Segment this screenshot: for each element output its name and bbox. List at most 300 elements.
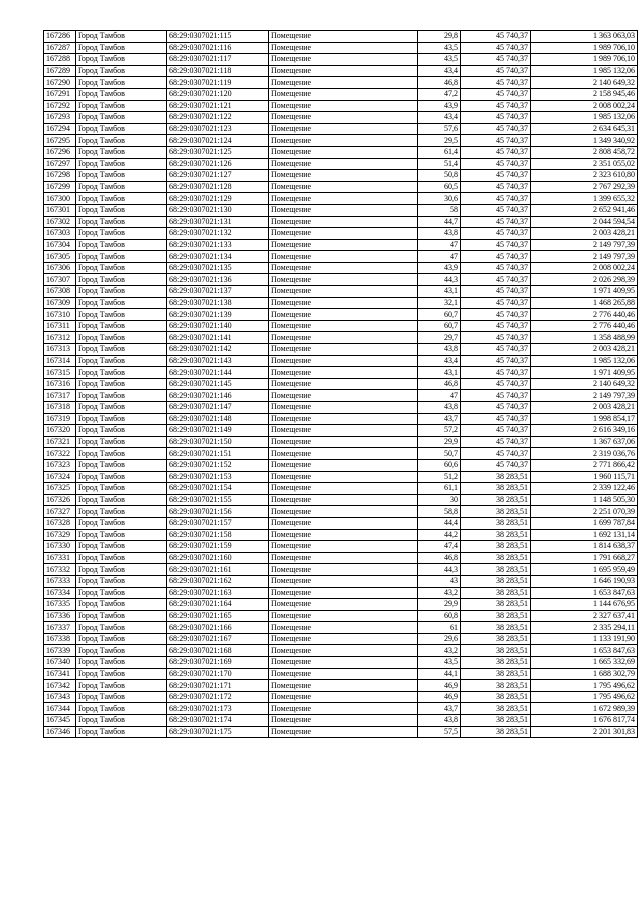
cadastral-value-cell: 1 791 668,27 — [531, 552, 638, 564]
cadastral-value-cell: 1 795 496,62 — [531, 691, 638, 703]
cadastral-value-cell: 2 003 428,21 — [531, 228, 638, 240]
area-cell: 46,8 — [418, 552, 461, 564]
cadastral-number-cell: 68:29:0307021:159 — [167, 541, 269, 553]
property-type-cell: Помещение — [269, 135, 418, 147]
record-id-cell: 167341 — [44, 668, 76, 680]
cadastral-value-cell: 1 699 787,84 — [531, 517, 638, 529]
record-id-cell: 167295 — [44, 135, 76, 147]
price-per-unit-cell: 45 740,37 — [461, 320, 531, 332]
price-per-unit-cell: 45 740,37 — [461, 123, 531, 135]
city-cell: Город Тамбов — [76, 541, 167, 553]
table-row — [44, 622, 638, 634]
record-id-cell: 167288 — [44, 54, 76, 66]
price-per-unit-cell: 38 283,51 — [461, 645, 531, 657]
cadastral-value-cell: 1 144 676,95 — [531, 599, 638, 611]
table-row — [44, 216, 638, 228]
record-id-cell: 167331 — [44, 552, 76, 564]
cadastral-value-cell: 2 003 428,21 — [531, 344, 638, 356]
cadastral-value-cell: 1 653 847,63 — [531, 645, 638, 657]
city-cell: Город Тамбов — [76, 286, 167, 298]
table-row — [44, 575, 638, 587]
cadastral-value-cell: 2 251 070,39 — [531, 506, 638, 518]
area-cell: 43,7 — [418, 703, 461, 715]
city-cell: Город Тамбов — [76, 413, 167, 425]
property-type-cell: Помещение — [269, 703, 418, 715]
area-cell: 57,6 — [418, 123, 461, 135]
area-cell: 43,4 — [418, 112, 461, 124]
cadastral-value-cell: 2 008 002,24 — [531, 100, 638, 112]
record-id-cell: 167320 — [44, 425, 76, 437]
city-cell: Город Тамбов — [76, 726, 167, 738]
cadastral-number-cell: 68:29:0307021:164 — [167, 599, 269, 611]
cadastral-value-cell: 2 339 122,46 — [531, 483, 638, 495]
cadastral-value-cell: 2 776 440,46 — [531, 309, 638, 321]
price-per-unit-cell: 38 283,51 — [461, 680, 531, 692]
price-per-unit-cell: 45 740,37 — [461, 193, 531, 205]
table-row — [44, 425, 638, 437]
table-row — [44, 483, 638, 495]
price-per-unit-cell: 45 740,37 — [461, 413, 531, 425]
cadastral-number-cell: 68:29:0307021:169 — [167, 657, 269, 669]
price-per-unit-cell: 45 740,37 — [461, 436, 531, 448]
property-type-cell: Помещение — [269, 715, 418, 727]
record-id-cell: 167305 — [44, 251, 76, 263]
cadastral-value-cell: 1 148 505,30 — [531, 494, 638, 506]
record-id-cell: 167325 — [44, 483, 76, 495]
city-cell: Город Тамбов — [76, 390, 167, 402]
price-per-unit-cell: 45 740,37 — [461, 181, 531, 193]
city-cell: Город Тамбов — [76, 599, 167, 611]
area-cell: 43,1 — [418, 286, 461, 298]
table-row — [44, 390, 638, 402]
cadastral-number-cell: 68:29:0307021:117 — [167, 54, 269, 66]
property-type-cell: Помещение — [269, 181, 418, 193]
property-type-cell: Помещение — [269, 239, 418, 251]
property-type-cell: Помещение — [269, 552, 418, 564]
property-type-cell: Помещение — [269, 517, 418, 529]
cadastral-number-cell: 68:29:0307021:168 — [167, 645, 269, 657]
record-id-cell: 167318 — [44, 402, 76, 414]
area-cell: 46,8 — [418, 77, 461, 89]
table-row — [44, 355, 638, 367]
cadastral-value-cell: 1 133 191,90 — [531, 633, 638, 645]
table-row — [44, 297, 638, 309]
cadastral-number-cell: 68:29:0307021:160 — [167, 552, 269, 564]
price-per-unit-cell: 38 283,51 — [461, 529, 531, 541]
cadastral-number-cell: 68:29:0307021:134 — [167, 251, 269, 263]
property-type-cell: Помещение — [269, 228, 418, 240]
record-id-cell: 167286 — [44, 31, 76, 43]
table-row — [44, 309, 638, 321]
table-row — [44, 239, 638, 251]
table-row — [44, 332, 638, 344]
city-cell: Город Тамбов — [76, 216, 167, 228]
city-cell: Город Тамбов — [76, 552, 167, 564]
property-type-cell: Помещение — [269, 459, 418, 471]
price-per-unit-cell: 38 283,51 — [461, 691, 531, 703]
cadastral-number-cell: 68:29:0307021:126 — [167, 158, 269, 170]
price-per-unit-cell: 38 283,51 — [461, 564, 531, 576]
cadastral-value-cell: 1 692 131,14 — [531, 529, 638, 541]
area-cell: 61 — [418, 622, 461, 634]
record-id-cell: 167330 — [44, 541, 76, 553]
table-row — [44, 633, 638, 645]
cadastral-number-cell: 68:29:0307021:148 — [167, 413, 269, 425]
price-per-unit-cell: 45 740,37 — [461, 344, 531, 356]
record-id-cell: 167296 — [44, 146, 76, 158]
area-cell: 29,5 — [418, 135, 461, 147]
cadastral-value-cell: 2 008 002,24 — [531, 262, 638, 274]
area-cell: 29,6 — [418, 633, 461, 645]
price-per-unit-cell: 45 740,37 — [461, 65, 531, 77]
price-per-unit-cell: 38 283,51 — [461, 517, 531, 529]
price-per-unit-cell: 45 740,37 — [461, 286, 531, 298]
city-cell: Город Тамбов — [76, 297, 167, 309]
price-per-unit-cell: 45 740,37 — [461, 146, 531, 158]
city-cell: Город Тамбов — [76, 181, 167, 193]
table-row — [44, 31, 638, 43]
table-row — [44, 564, 638, 576]
property-type-cell: Помещение — [269, 65, 418, 77]
city-cell: Город Тамбов — [76, 715, 167, 727]
cadastral-value-cell: 1 985 132,06 — [531, 65, 638, 77]
cadastral-value-cell: 1 358 488,99 — [531, 332, 638, 344]
property-type-cell: Помещение — [269, 54, 418, 66]
cadastral-number-cell: 68:29:0307021:147 — [167, 402, 269, 414]
area-cell: 29,9 — [418, 436, 461, 448]
property-type-cell: Помещение — [269, 448, 418, 460]
city-cell: Город Тамбов — [76, 657, 167, 669]
record-id-cell: 167302 — [44, 216, 76, 228]
table-row — [44, 378, 638, 390]
cadastral-value-cell: 1 653 847,63 — [531, 587, 638, 599]
area-cell: 44,3 — [418, 564, 461, 576]
price-per-unit-cell: 45 740,37 — [461, 100, 531, 112]
city-cell: Город Тамбов — [76, 378, 167, 390]
area-cell: 29,8 — [418, 31, 461, 43]
cadastral-number-cell: 68:29:0307021:162 — [167, 575, 269, 587]
property-type-cell: Помещение — [269, 355, 418, 367]
cadastral-value-cell: 2 767 292,39 — [531, 181, 638, 193]
city-cell: Город Тамбов — [76, 100, 167, 112]
cadastral-value-cell: 1 814 638,37 — [531, 541, 638, 553]
price-per-unit-cell: 45 740,37 — [461, 448, 531, 460]
city-cell: Город Тамбов — [76, 193, 167, 205]
area-cell: 60,7 — [418, 309, 461, 321]
cadastral-value-cell: 2 808 458,72 — [531, 146, 638, 158]
property-type-cell: Помещение — [269, 216, 418, 228]
table-row — [44, 367, 638, 379]
property-type-cell: Помещение — [269, 112, 418, 124]
price-per-unit-cell: 45 740,37 — [461, 262, 531, 274]
city-cell: Город Тамбов — [76, 633, 167, 645]
price-per-unit-cell: 38 283,51 — [461, 703, 531, 715]
property-type-cell: Помещение — [269, 262, 418, 274]
property-type-cell: Помещение — [269, 599, 418, 611]
table-row — [44, 471, 638, 483]
area-cell: 51,4 — [418, 158, 461, 170]
table-row — [44, 320, 638, 332]
table-row — [44, 193, 638, 205]
property-type-cell: Помещение — [269, 680, 418, 692]
area-cell: 47,2 — [418, 88, 461, 100]
area-cell: 29,7 — [418, 332, 461, 344]
table-row — [44, 715, 638, 727]
cadastral-number-cell: 68:29:0307021:122 — [167, 112, 269, 124]
cadastral-number-cell: 68:29:0307021:142 — [167, 344, 269, 356]
area-cell: 47 — [418, 390, 461, 402]
record-id-cell: 167310 — [44, 309, 76, 321]
area-cell: 50,7 — [418, 448, 461, 460]
cadastral-number-cell: 68:29:0307021:129 — [167, 193, 269, 205]
city-cell: Город Тамбов — [76, 622, 167, 634]
cadastral-value-cell: 2 201 301,83 — [531, 726, 638, 738]
city-cell: Город Тамбов — [76, 332, 167, 344]
cadastral-value-cell: 2 140 649,32 — [531, 378, 638, 390]
cadastral-value-cell: 1 349 340,92 — [531, 135, 638, 147]
property-type-cell: Помещение — [269, 622, 418, 634]
area-cell: 61,4 — [418, 146, 461, 158]
record-id-cell: 167340 — [44, 657, 76, 669]
price-per-unit-cell: 45 740,37 — [461, 135, 531, 147]
area-cell: 43,2 — [418, 587, 461, 599]
cadastral-number-cell: 68:29:0307021:119 — [167, 77, 269, 89]
price-per-unit-cell: 38 283,51 — [461, 610, 531, 622]
property-type-cell: Помещение — [269, 575, 418, 587]
cadastral-number-cell: 68:29:0307021:144 — [167, 367, 269, 379]
area-cell: 43,8 — [418, 228, 461, 240]
cadastral-number-cell: 68:29:0307021:138 — [167, 297, 269, 309]
price-per-unit-cell: 45 740,37 — [461, 367, 531, 379]
cadastral-number-cell: 68:29:0307021:121 — [167, 100, 269, 112]
table-row — [44, 459, 638, 471]
table-row — [44, 146, 638, 158]
property-type-cell: Помещение — [269, 31, 418, 43]
table-row — [44, 42, 638, 54]
price-per-unit-cell: 38 283,51 — [461, 657, 531, 669]
area-cell: 30 — [418, 494, 461, 506]
area-cell: 43,2 — [418, 645, 461, 657]
property-type-cell: Помещение — [269, 367, 418, 379]
city-cell: Город Тамбов — [76, 529, 167, 541]
cadastral-value-cell: 1 989 706,10 — [531, 42, 638, 54]
cadastral-value-cell: 2 327 637,41 — [531, 610, 638, 622]
cadastral-number-cell: 68:29:0307021:151 — [167, 448, 269, 460]
record-id-cell: 167313 — [44, 344, 76, 356]
city-cell: Город Тамбов — [76, 344, 167, 356]
property-type-cell: Помещение — [269, 483, 418, 495]
table-row — [44, 228, 638, 240]
price-per-unit-cell: 45 740,37 — [461, 88, 531, 100]
cadastral-value-cell: 2 634 645,31 — [531, 123, 638, 135]
record-id-cell: 167299 — [44, 181, 76, 193]
table-row — [44, 204, 638, 216]
cadastral-value-cell: 2 335 294,11 — [531, 622, 638, 634]
cadastral-number-cell: 68:29:0307021:157 — [167, 517, 269, 529]
property-type-cell: Помещение — [269, 274, 418, 286]
property-type-cell: Помещение — [269, 77, 418, 89]
property-type-cell: Помещение — [269, 251, 418, 263]
price-per-unit-cell: 45 740,37 — [461, 378, 531, 390]
cadastral-value-cell: 1 676 817,74 — [531, 715, 638, 727]
property-type-cell: Помещение — [269, 344, 418, 356]
city-cell: Город Тамбов — [76, 517, 167, 529]
area-cell: 43,9 — [418, 262, 461, 274]
cadastral-number-cell: 68:29:0307021:174 — [167, 715, 269, 727]
city-cell: Город Тамбов — [76, 274, 167, 286]
cadastral-number-cell: 68:29:0307021:136 — [167, 274, 269, 286]
cadastral-number-cell: 68:29:0307021:161 — [167, 564, 269, 576]
price-per-unit-cell: 45 740,37 — [461, 228, 531, 240]
cadastral-value-cell: 2 149 797,39 — [531, 239, 638, 251]
property-type-cell: Помещение — [269, 88, 418, 100]
price-per-unit-cell: 45 740,37 — [461, 54, 531, 66]
cadastral-value-cell: 1 367 637,06 — [531, 436, 638, 448]
property-table-body — [44, 31, 638, 738]
cadastral-value-cell: 1 399 655,32 — [531, 193, 638, 205]
city-cell: Город Тамбов — [76, 228, 167, 240]
area-cell: 61,1 — [418, 483, 461, 495]
table-row — [44, 251, 638, 263]
property-type-cell: Помещение — [269, 668, 418, 680]
property-type-cell: Помещение — [269, 123, 418, 135]
price-per-unit-cell: 45 740,37 — [461, 355, 531, 367]
price-per-unit-cell: 45 740,37 — [461, 390, 531, 402]
table-row — [44, 181, 638, 193]
price-per-unit-cell: 45 740,37 — [461, 31, 531, 43]
area-cell: 47,4 — [418, 541, 461, 553]
property-type-cell: Помещение — [269, 378, 418, 390]
property-type-cell: Помещение — [269, 402, 418, 414]
cadastral-value-cell: 2 351 055,02 — [531, 158, 638, 170]
area-cell: 43,7 — [418, 413, 461, 425]
area-cell: 60,8 — [418, 610, 461, 622]
property-type-cell: Помещение — [269, 170, 418, 182]
area-cell: 46,9 — [418, 691, 461, 703]
table-row — [44, 645, 638, 657]
area-cell: 43,5 — [418, 657, 461, 669]
price-per-unit-cell: 38 283,51 — [461, 494, 531, 506]
table-row — [44, 54, 638, 66]
price-per-unit-cell: 38 283,51 — [461, 575, 531, 587]
cadastral-value-cell: 1 468 265,88 — [531, 297, 638, 309]
property-type-cell: Помещение — [269, 541, 418, 553]
city-cell: Город Тамбов — [76, 112, 167, 124]
cadastral-value-cell: 2 149 797,39 — [531, 390, 638, 402]
cadastral-number-cell: 68:29:0307021:166 — [167, 622, 269, 634]
cadastral-number-cell: 68:29:0307021:145 — [167, 378, 269, 390]
record-id-cell: 167336 — [44, 610, 76, 622]
area-cell: 43,1 — [418, 367, 461, 379]
table-row — [44, 274, 638, 286]
price-per-unit-cell: 45 740,37 — [461, 251, 531, 263]
city-cell: Город Тамбов — [76, 506, 167, 518]
record-id-cell: 167301 — [44, 204, 76, 216]
price-per-unit-cell: 45 740,37 — [461, 112, 531, 124]
record-id-cell: 167291 — [44, 88, 76, 100]
area-cell: 43,8 — [418, 715, 461, 727]
area-cell: 60,5 — [418, 181, 461, 193]
city-cell: Город Тамбов — [76, 355, 167, 367]
property-type-cell: Помещение — [269, 297, 418, 309]
cadastral-value-cell: 1 672 989,39 — [531, 703, 638, 715]
cadastral-number-cell: 68:29:0307021:173 — [167, 703, 269, 715]
cadastral-number-cell: 68:29:0307021:135 — [167, 262, 269, 274]
price-per-unit-cell: 38 283,51 — [461, 599, 531, 611]
city-cell: Город Тамбов — [76, 123, 167, 135]
price-per-unit-cell: 45 740,37 — [461, 239, 531, 251]
city-cell: Город Тамбов — [76, 448, 167, 460]
cadastral-value-cell: 2 140 649,32 — [531, 77, 638, 89]
record-id-cell: 167294 — [44, 123, 76, 135]
table-row — [44, 262, 638, 274]
cadastral-number-cell: 68:29:0307021:165 — [167, 610, 269, 622]
record-id-cell: 167323 — [44, 459, 76, 471]
area-cell: 57,5 — [418, 726, 461, 738]
price-per-unit-cell: 45 740,37 — [461, 170, 531, 182]
table-row — [44, 286, 638, 298]
cadastral-number-cell: 68:29:0307021:154 — [167, 483, 269, 495]
table-row — [44, 552, 638, 564]
record-id-cell: 167344 — [44, 703, 76, 715]
city-cell: Город Тамбов — [76, 494, 167, 506]
area-cell: 44,4 — [418, 517, 461, 529]
record-id-cell: 167315 — [44, 367, 76, 379]
table-row — [44, 135, 638, 147]
property-type-cell: Помещение — [269, 320, 418, 332]
price-per-unit-cell: 45 740,37 — [461, 297, 531, 309]
record-id-cell: 167319 — [44, 413, 76, 425]
record-id-cell: 167332 — [44, 564, 76, 576]
city-cell: Город Тамбов — [76, 564, 167, 576]
area-cell: 43,9 — [418, 100, 461, 112]
record-id-cell: 167335 — [44, 599, 76, 611]
cadastral-number-cell: 68:29:0307021:141 — [167, 332, 269, 344]
cadastral-number-cell: 68:29:0307021:120 — [167, 88, 269, 100]
cadastral-number-cell: 68:29:0307021:125 — [167, 146, 269, 158]
record-id-cell: 167327 — [44, 506, 76, 518]
record-id-cell: 167342 — [44, 680, 76, 692]
city-cell: Город Тамбов — [76, 483, 167, 495]
cadastral-value-cell: 1 960 115,71 — [531, 471, 638, 483]
property-type-cell: Помещение — [269, 529, 418, 541]
property-type-cell: Помещение — [269, 193, 418, 205]
property-type-cell: Помещение — [269, 332, 418, 344]
city-cell: Город Тамбов — [76, 367, 167, 379]
cadastral-value-cell: 1 985 132,06 — [531, 355, 638, 367]
table-row — [44, 587, 638, 599]
cadastral-number-cell: 68:29:0307021:133 — [167, 239, 269, 251]
cadastral-value-cell: 1 688 302,79 — [531, 668, 638, 680]
record-id-cell: 167322 — [44, 448, 76, 460]
price-per-unit-cell: 45 740,37 — [461, 309, 531, 321]
cadastral-number-cell: 68:29:0307021:118 — [167, 65, 269, 77]
record-id-cell: 167297 — [44, 158, 76, 170]
city-cell: Город Тамбов — [76, 77, 167, 89]
record-id-cell: 167290 — [44, 77, 76, 89]
record-id-cell: 167312 — [44, 332, 76, 344]
cadastral-number-cell: 68:29:0307021:171 — [167, 680, 269, 692]
property-type-cell: Помещение — [269, 158, 418, 170]
record-id-cell: 167338 — [44, 633, 76, 645]
price-per-unit-cell: 38 283,51 — [461, 726, 531, 738]
price-per-unit-cell: 38 283,51 — [461, 471, 531, 483]
city-cell: Город Тамбов — [76, 135, 167, 147]
table-row — [44, 158, 638, 170]
table-row — [44, 599, 638, 611]
cadastral-number-cell: 68:29:0307021:153 — [167, 471, 269, 483]
cadastral-number-cell: 68:29:0307021:146 — [167, 390, 269, 402]
